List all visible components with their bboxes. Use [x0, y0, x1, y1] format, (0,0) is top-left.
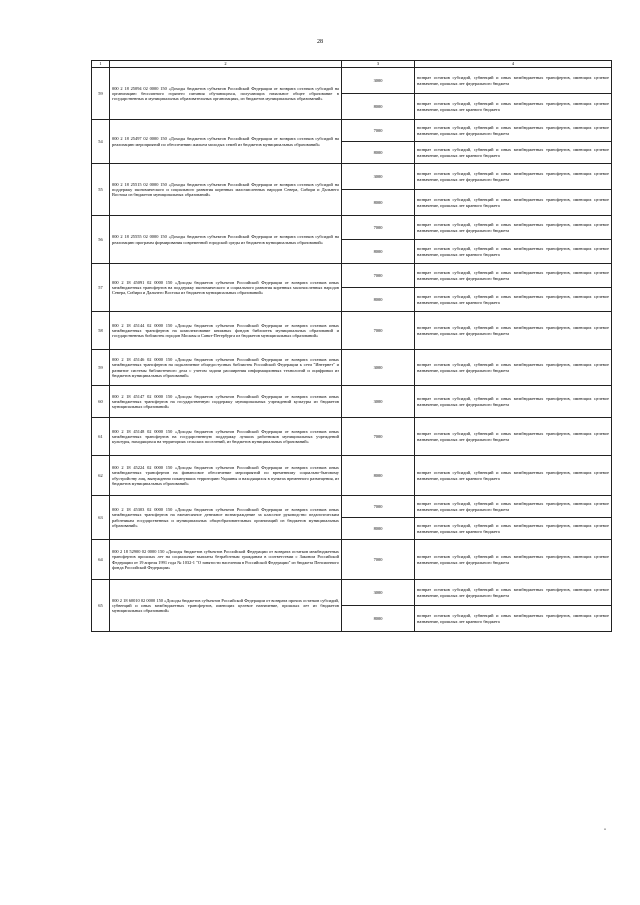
sub-code: 8000	[342, 288, 415, 312]
table-body	[92, 68, 612, 638]
sub-description: возврат остатков субсидий, субвенций и иных межбюджетных трансфертов, имеющих целевое назначение, прошлых лет краевого бюджета	[415, 94, 612, 120]
revenue-name: 000 2 18 25555 02 0000 150 «Доходы бюджетов субъектов Российской Федерации от возврата остатков субсидий на реализацию программ формирования современной городской среды из бюджетов муниципальных образований»	[110, 216, 342, 264]
sub-description: возврат остатков субсидий, субвенций и иных межбюджетных трансфертов, имеющих целевое назначение, прошлых лет федерального бюджета	[415, 264, 612, 288]
row-number: 63	[92, 496, 110, 540]
tail-cell	[110, 632, 342, 638]
column-header: 4	[415, 61, 612, 68]
sub-description: возврат остатков субсидий, субвенций и иных межбюджетных трансфертов, имеющих целевое назначение, прошлых лет краевого бюджета	[415, 606, 612, 632]
revenue-name: 000 2 18 45147 02 0000 150 «Доходы бюджетов субъектов Российской Федерации от возврата остатков иных межбюджетных трансфертов на государственную поддержку муниципальных учреждений культуры из бюджетов муниципальных образований»	[110, 386, 342, 418]
row-number: 59	[92, 68, 110, 120]
revenue-name: 000 2 18 25515 02 0000 150 «Доходы бюджетов субъектов Российской Федерации от возврата остатков субсидий на поддержку экономического и социального развития коренных малочисленных народов Севера, Сибири и Дальнего Востока из бюджетов муниципальных образований»	[110, 164, 342, 216]
revenue-name: 000 2 18 52900 02 0000 150 «Доходы бюджетов субъектов Российской Федерации от возврата остатков межбюджетных трансфертов прошлых лет на социальные выплаты безработным гражданам в соответствии с Законом Российской Федерации от 19 апреля 1991 года № 1032-1 "О занятости населения в Российской Федерации" из бюджета Пенсионного фонда Российской Федерации»	[110, 540, 342, 580]
row-number: 61	[92, 418, 110, 456]
closing-mark: »	[604, 826, 606, 831]
sub-code: 8000	[342, 190, 415, 216]
tail-cell	[415, 632, 612, 638]
sub-description: возврат остатков субсидий, субвенций и иных межбюджетных трансфертов, имеющих целевое назначение, прошлых лет федерального бюджета	[415, 540, 612, 580]
revenue-name: 000 2 18 25497 02 0000 150 «Доходы бюджетов субъектов Российской Федерации от возврата остатков субсидий на реализацию мероприятий по обеспечению жильем молодых семей из бюджетов муниципальных образований»	[110, 120, 342, 164]
sub-code: 7000	[342, 418, 415, 456]
table-row	[92, 496, 612, 518]
page-number: 28	[317, 39, 323, 45]
sub-code: 8000	[342, 240, 415, 264]
table-row	[92, 350, 612, 386]
table-row	[92, 386, 612, 418]
table-row	[92, 418, 612, 456]
tail-cell	[342, 632, 415, 638]
sub-description: возврат остатков субсидий, субвенций и иных межбюджетных трансфертов, имеющих целевое назначение, прошлых лет краевого бюджета	[415, 456, 612, 496]
table-row	[92, 216, 612, 240]
row-number: 60	[92, 386, 110, 418]
budget-revenue-table	[91, 60, 612, 638]
row-number: 62	[92, 456, 110, 496]
row-number: 58	[92, 312, 110, 350]
sub-description: возврат остатков субсидий, субвенций и иных межбюджетных трансфертов, имеющих целевое назначение, прошлых лет федерального бюджета	[415, 312, 612, 350]
sub-description: возврат остатков субсидий, субвенций и иных межбюджетных трансфертов, имеющих целевое назначение, прошлых лет федерального бюджета	[415, 68, 612, 94]
sub-description: возврат остатков субсидий, субвенций и иных межбюджетных трансфертов, имеющих целевое назначение, прошлых лет федерального бюджета	[415, 350, 612, 386]
row-number: 57	[92, 264, 110, 312]
sub-description: возврат остатков субсидий, субвенций и иных межбюджетных трансфертов, имеющих целевое назначение, прошлых лет федерального бюджета	[415, 580, 612, 606]
sub-description: возврат остатков субсидий, субвенций и иных межбюджетных трансфертов, имеющих целевое назначение, прошлых лет федерального бюджета	[415, 418, 612, 456]
revenue-name: 000 2 18 45091 02 0000 150 «Доходы бюджетов субъектов Российской Федерации от возврата остатков иных межбюджетных трансфертов на поддержку экономического и социального развития коренных малочисленных народов Севера, Сибири и Дальнего Востока из бюджетов муниципальных образований»	[110, 264, 342, 312]
sub-code: 3000	[342, 386, 415, 418]
row-number: 56	[92, 216, 110, 264]
column-header: 1	[92, 61, 110, 68]
table-row	[92, 120, 612, 142]
sub-description: возврат остатков субсидий, субвенций и иных межбюджетных трансфертов, имеющих целевое назначение, прошлых лет краевого бюджета	[415, 240, 612, 264]
sub-code: 3000	[342, 580, 415, 606]
column-header: 3	[342, 61, 415, 68]
table-row	[92, 68, 612, 94]
sub-code: 7000	[342, 264, 415, 288]
sub-code: 7000	[342, 540, 415, 580]
sub-description: возврат остатков субсидий, субвенций и иных межбюджетных трансфертов, имеющих целевое назначение, прошлых лет краевого бюджета	[415, 142, 612, 164]
sub-code: 8000	[342, 606, 415, 632]
sub-code: 8000	[342, 142, 415, 164]
row-number: 64	[92, 540, 110, 580]
table-row	[92, 164, 612, 190]
sub-code: 7000	[342, 496, 415, 518]
revenue-name: 000 2 18 60010 02 0000 150 «Доходы бюджетов субъектов Российской Федерации от возврата прочих остатков субсидий, субвенций и иных межбюджетных трансфертов, имеющих целевое назначение, прошлых лет из бюджетов муниципальных образований»	[110, 580, 342, 632]
sub-code: 7000	[342, 312, 415, 350]
sub-code: 3000	[342, 68, 415, 94]
table-row	[92, 540, 612, 580]
sub-code: 3000	[342, 350, 415, 386]
sub-description: возврат остатков субсидий, субвенций и иных межбюджетных трансфертов, имеющих целевое назначение, прошлых лет краевого бюджета	[415, 190, 612, 216]
revenue-name: 000 2 18 45148 02 0000 150 «Доходы бюджетов субъектов Российской Федерации от возврата остатков иных межбюджетных трансфертов на государственную поддержку лучших работников муниципальных учреждений культуры, находящихся на территориях сельских поселений, из бюджетов муниципальных образований»	[110, 418, 342, 456]
column-header: 2	[110, 61, 342, 68]
sub-code: 8000	[342, 456, 415, 496]
table-header-row	[92, 61, 612, 68]
sub-code: 8000	[342, 94, 415, 120]
revenue-name: 000 2 18 45224 02 0000 150 «Доходы бюджетов субъектов Российской Федерации от возврата остатков иных межбюджетных трансфертов на финансовое обеспечение мероприятий по временному социально-бытовому обустройству лиц, вынужденно покинувших территорию Украины и находящихся в пунктах временного размещения, из бюджетов муниципальных образований»	[110, 456, 342, 496]
sub-code: 8000	[342, 518, 415, 540]
table-tail-row	[92, 632, 612, 638]
table-row	[92, 580, 612, 606]
sub-description: возврат остатков субсидий, субвенций и иных межбюджетных трансфертов, имеющих целевое назначение, прошлых лет краевого бюджета	[415, 288, 612, 312]
sub-description: возврат остатков субсидий, субвенций и иных межбюджетных трансфертов, имеющих целевое назначение, прошлых лет федерального бюджета	[415, 164, 612, 190]
sub-description: возврат остатков субсидий, субвенций и иных межбюджетных трансфертов, имеющих целевое назначение, прошлых лет федерального бюджета	[415, 386, 612, 418]
row-number: 54	[92, 120, 110, 164]
table-row	[92, 264, 612, 288]
sub-code: 7000	[342, 216, 415, 240]
row-number: 59	[92, 350, 110, 386]
revenue-name: 000 2 18 45144 02 0000 150 «Доходы бюджетов субъектов Российской Федерации от возврата остатков иных межбюджетных трансфертов на комплектование книжных фондов библиотек муниципальных образований и государственных библиотек городов Москвы и Санкт-Петербурга из бюджетов муниципальных образований»	[110, 312, 342, 350]
row-number: 65	[92, 580, 110, 632]
revenue-name: 000 2 18 45146 02 0000 150 «Доходы бюджетов субъектов Российской Федерации от возврата остатков иных межбюджетных трансфертов на подключение общедоступных библиотек Российской Федерации к сети "Интернет" и развитие системы библиотечного дела с учетом задачи расширения информационных технологий и оцифровки из бюджетов муниципальных образований»	[110, 350, 342, 386]
row-number: 55	[92, 164, 110, 216]
table-row	[92, 312, 612, 350]
sub-code: 3000	[342, 164, 415, 190]
sub-code: 7000	[342, 120, 415, 142]
sub-description: возврат остатков субсидий, субвенций и иных межбюджетных трансфертов, имеющих целевое назначение, прошлых лет федерального бюджета	[415, 216, 612, 240]
sub-description: возврат остатков субсидий, субвенций и иных межбюджетных трансфертов, имеющих целевое назначение, прошлых лет федерального бюджета	[415, 120, 612, 142]
revenue-name: 000 2 18 45303 02 0000 150 «Доходы бюджетов субъектов Российской Федерации от возврата остатков иных межбюджетных трансфертов на ежемесячное денежное вознаграждение за классное руководство педагогическим работникам государственных и муниципальных общеобразовательных организаций из бюджетов муниципальных образований»	[110, 496, 342, 540]
table-row	[92, 456, 612, 496]
sub-description: возврат остатков субсидий, субвенций и иных межбюджетных трансфертов, имеющих целевое назначение, прошлых лет краевого бюджета	[415, 518, 612, 540]
sub-description: возврат остатков субсидий, субвенций и иных межбюджетных трансфертов, имеющих целевое назначение, прошлых лет федерального бюджета	[415, 496, 612, 518]
tail-cell	[92, 632, 110, 638]
revenue-name: 000 2 18 25094 02 0000 150 «Доходы бюджетов субъектов Российской Федерации от возврата остатков субсидий на организацию бесплатного горячего питания обучающихся, получающих начальное общее образование в государственных и муниципальных образовательных организациях, из бюджетов муниципальных образований»	[110, 68, 342, 120]
